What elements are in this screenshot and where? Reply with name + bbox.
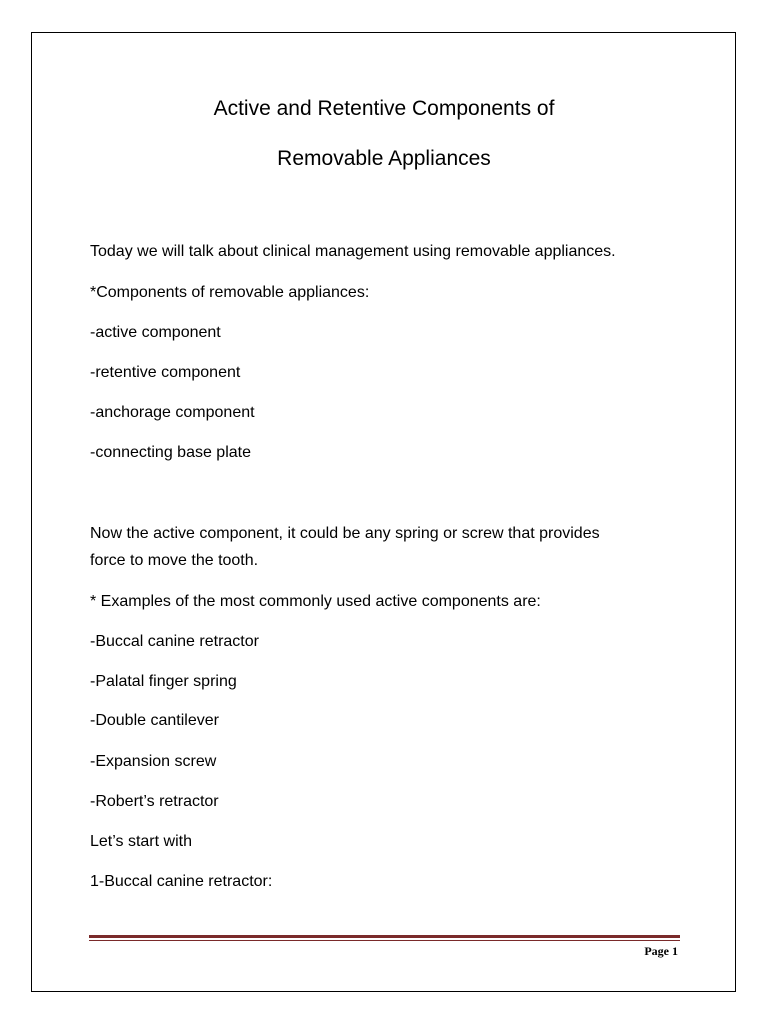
document-title-line-1: Active and Retentive Components of	[213, 97, 555, 120]
page-number: Page 1	[644, 944, 678, 958]
list-item: -Buccal canine retractor	[90, 633, 259, 650]
list-item: -Double cantilever	[90, 712, 219, 729]
active-component-paragraph-line-2: force to move the tooth.	[90, 552, 259, 569]
list-item: -active component	[90, 324, 221, 341]
list-item: -Expansion screw	[90, 753, 217, 770]
list-item: -retentive component	[90, 364, 241, 381]
intro-paragraph: Today we will talk about clinical management using removable appliances.	[90, 243, 616, 260]
list-item: -connecting base plate	[90, 444, 251, 461]
components-heading: *Components of removable appliances:	[90, 284, 370, 301]
active-component-paragraph-line-1: Now the active component, it could be any spring or screw that provides	[90, 525, 600, 542]
list-item: -Robert’s retractor	[90, 793, 219, 810]
lead-in-text: Let’s start with	[90, 833, 192, 850]
list-item: -Palatal finger spring	[90, 673, 237, 690]
footer-rule	[89, 935, 680, 938]
list-item: -anchorage component	[90, 404, 255, 421]
footer-rule-thin	[89, 940, 680, 941]
examples-heading: * Examples of the most commonly used active components are:	[90, 593, 541, 610]
section-heading: 1-Buccal canine retractor:	[90, 873, 273, 890]
document-title-line-2: Removable Appliances	[277, 147, 491, 170]
